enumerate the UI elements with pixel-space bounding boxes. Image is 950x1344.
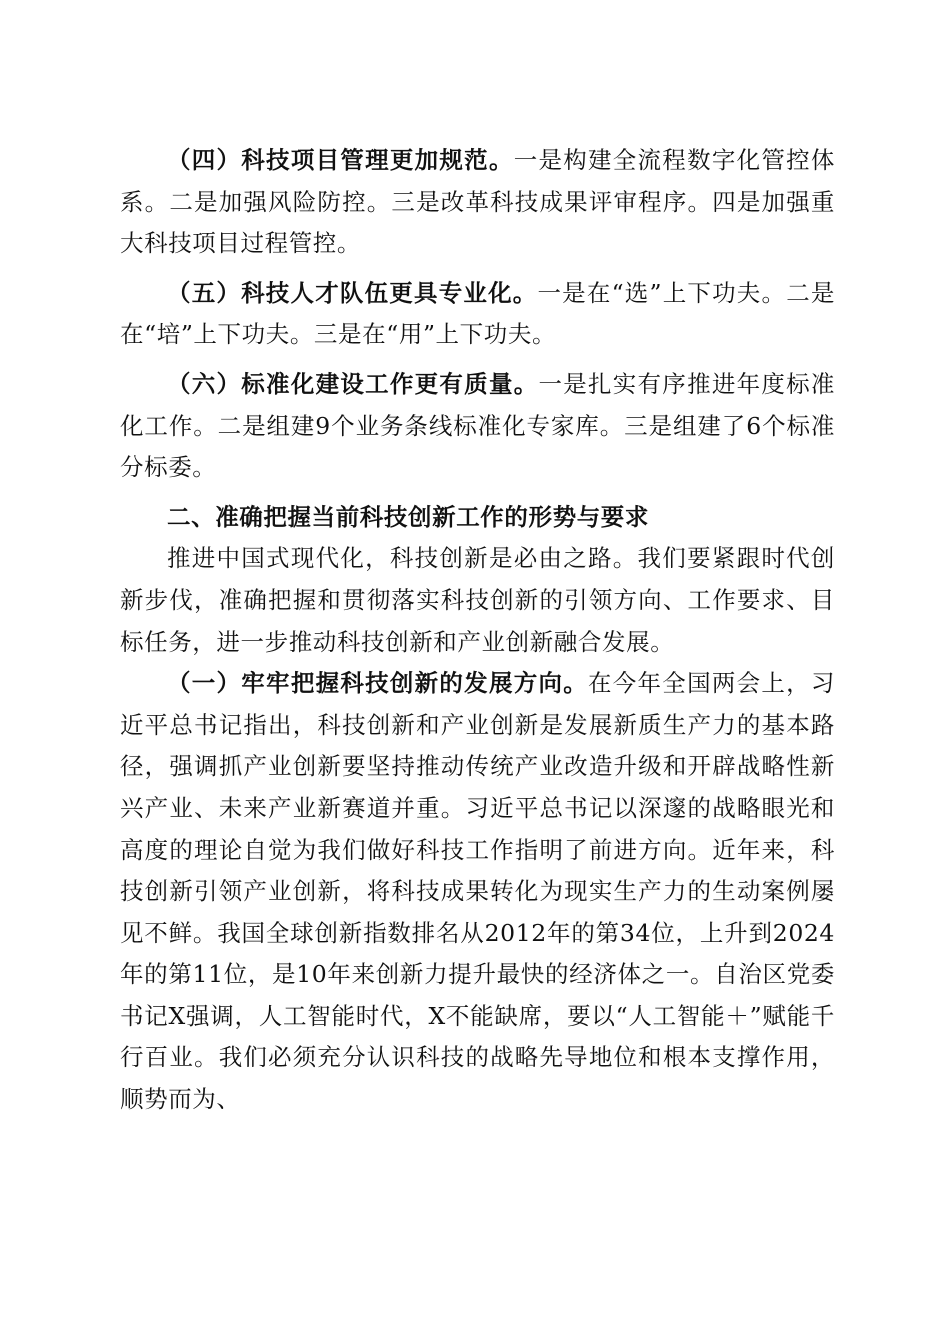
paragraph-development-direction [120,663,835,1121]
paragraph-lead: （五）科技人才队伍更具专业化。 [167,278,538,307]
paragraph-text: 一是扎实有序推进年度标准化工作。二是组建9个业务条线标准化专家库。三是组建了6个标准分标委。 [120,369,836,482]
paragraph-lead: （六）标准化建设工作更有质量。 [167,369,539,398]
paragraph-talent-team [120,273,835,356]
paragraph-project-management [120,140,835,265]
paragraph-text: 一是构建全流程数字化管控体系。二是加强风险防控。三是改革科技成果评审程序。四是加强重大科技项目过程管控。 [120,146,835,258]
document-body [120,140,835,1121]
paragraph-intro: 推进中国式现代化，科技创新是必由之路。我们要紧跟时代创新步伐，准确把握和贯彻落实科技创新的引领方向、工作要求、目标任务，进一步推动科技创新和产业创新融合发展。 [120,544,835,656]
section-heading: 二、准确把握当前科技创新工作的形势与要求 [167,502,649,531]
paragraph-text: 在今年全国两会上，习近平总书记指出，科技创新和产业创新是发展新质生产力的基本路径，强调抓产业创新要坚持推动传统产业改造升级和开辟战略性新兴产业、未来产业新赛道并重。习近平总书记以深邃的战略眼光和高度的理论自觉为我们做好科技工作指明了前进方向。近年来，科技创新引领产业创新，将科技成果转化为现实生产力的生动案例屡见不鲜。我国全球创新指数排名从2012年的第34位，上升到2024年的第11位，是10年来创新力提升最快的经济体之一。自治区党委书记X强调，人工智能时代，X不能缺席，要以“人工智能＋”赋能千行百业。我们必须充分认识科技的战略先导地位和根本支撑作用，顺势而为、 [120,669,836,1114]
paragraph-standardization [120,364,835,489]
paragraph-lead: （四）科技项目管理更加规范。 [167,146,514,174]
paragraph-text: 一是在“选”上下功夫。二是在“培”上下功夫。三是在“用”上下功夫。 [120,278,835,349]
paragraph-lead: （一）牢牢把握科技创新的发展方向。 [167,669,589,698]
